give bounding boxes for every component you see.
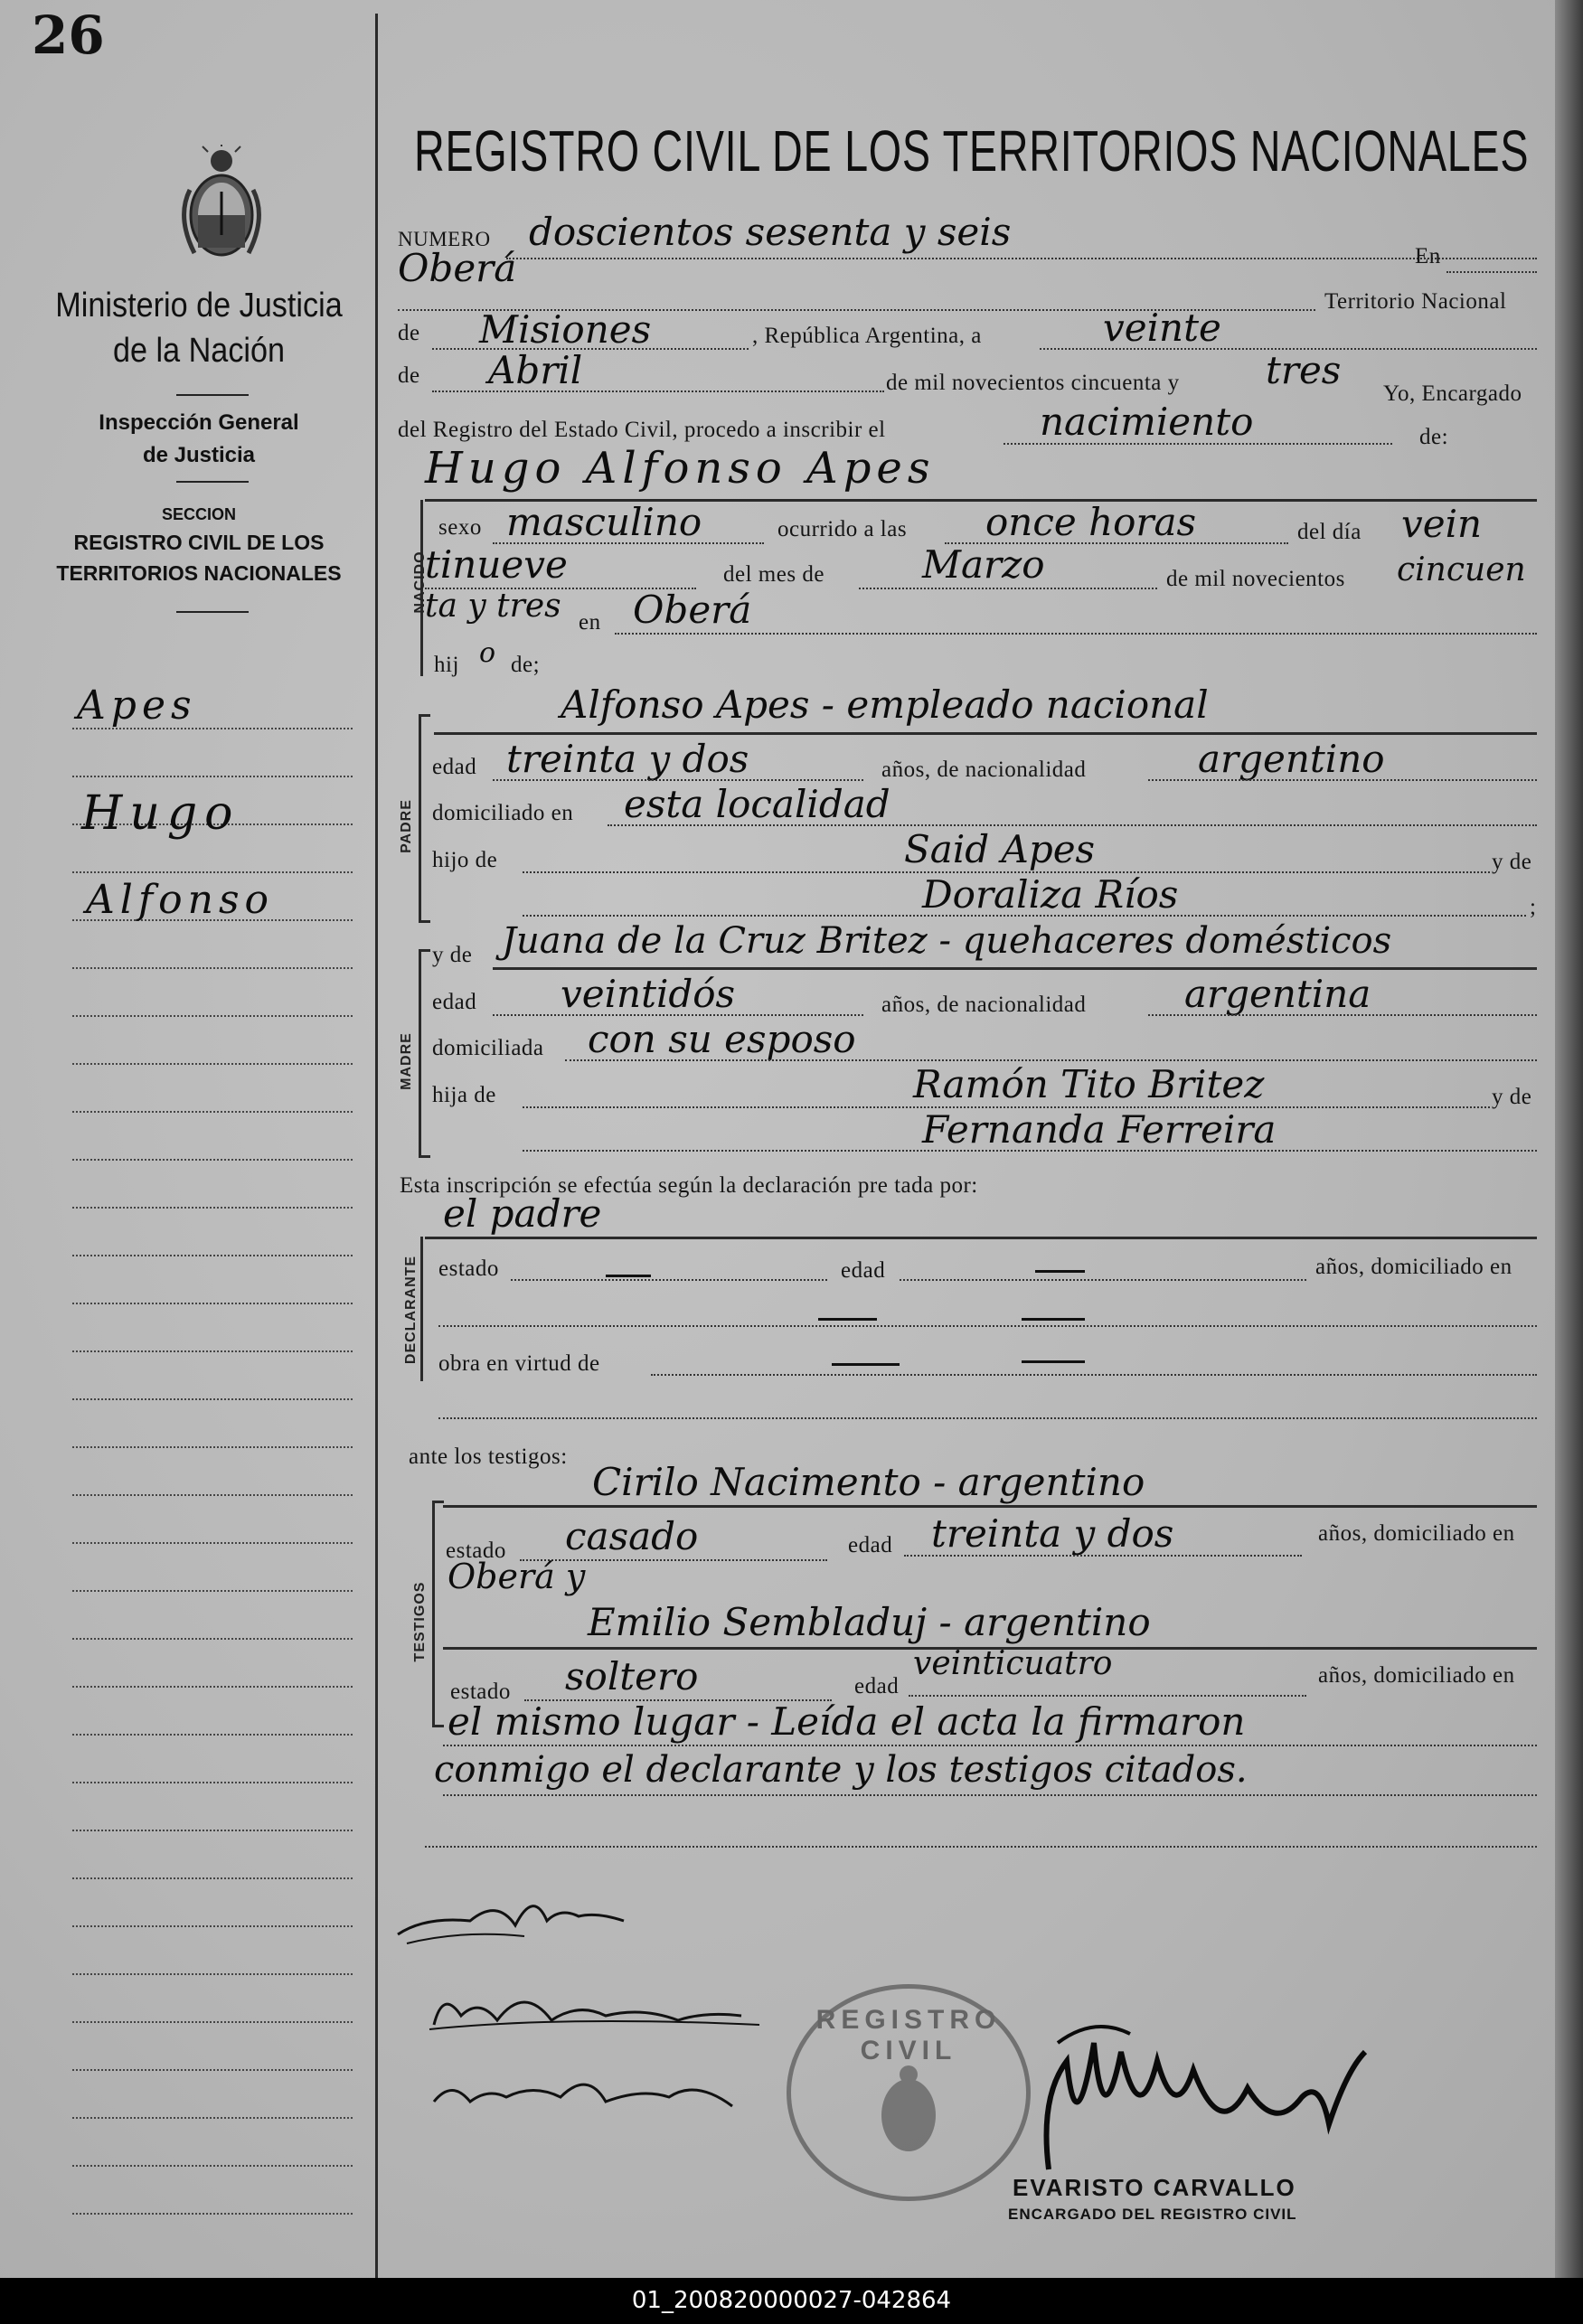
signature-declarante xyxy=(389,1880,642,1962)
numero-label: NUMERO xyxy=(398,228,491,250)
en-line xyxy=(1446,271,1537,273)
nacido-mes-value: Marzo xyxy=(922,542,1045,587)
margin-rule xyxy=(72,967,353,969)
madre-nombre-value: Juana de la Cruz Britez - quehaceres domésticos xyxy=(502,920,1392,962)
numero-value: doscientos sesenta y seis xyxy=(529,210,1012,254)
madre-yde-label: y de xyxy=(432,943,473,967)
testigo1-nombre-line xyxy=(443,1505,1537,1508)
numero-line xyxy=(506,258,1537,259)
margin-note-surname: Apes xyxy=(77,682,197,729)
margin-rule xyxy=(72,1303,353,1304)
book-edge xyxy=(1555,0,1583,2278)
margin-rule xyxy=(72,2069,353,2071)
signature-testigo2 xyxy=(425,2052,768,2133)
de-label: de xyxy=(398,321,420,345)
madre-domicilio-label: domiciliada xyxy=(432,1036,544,1060)
margin-rule xyxy=(72,1925,353,1927)
padre-bracket xyxy=(419,714,430,923)
declarante-obra-label: obra en virtud de xyxy=(438,1351,600,1376)
madre-domicilio-value: con su esposo xyxy=(588,1017,856,1061)
lugar-value: Oberá xyxy=(398,246,517,290)
madre-anos-label: años, de nacionalidad xyxy=(881,993,1087,1017)
declarante-nombre-line xyxy=(425,1237,1537,1239)
declarante-edad-dash xyxy=(1035,1270,1085,1273)
padre-nacionalidad-value: argentino xyxy=(1198,737,1385,781)
testigo2-edad-value: veinticuatro xyxy=(913,1645,1113,1682)
column-divider xyxy=(375,14,378,2278)
margin-rule xyxy=(72,1542,353,1544)
de2-label: de xyxy=(398,363,420,388)
acto-value: nacimiento xyxy=(1040,400,1254,444)
cierre-line1-rule xyxy=(443,1745,1537,1746)
nombre-value: Hugo Alfonso Apes xyxy=(425,443,936,494)
madre-edad-value: veintidós xyxy=(561,972,736,1016)
mil-label: de mil novecientos cincuenta y xyxy=(886,371,1180,395)
nacido-en-label: en xyxy=(579,610,601,635)
testigo1-edad-label: edad xyxy=(848,1533,893,1557)
madre-nombre-line xyxy=(493,967,1537,970)
declarante-estado-line xyxy=(511,1279,827,1281)
margin-rule xyxy=(72,776,353,777)
margin-rule xyxy=(72,1734,353,1736)
padre-domicilio-value: esta localidad xyxy=(624,782,890,826)
inspeccion-title xyxy=(27,407,371,472)
sexo-value: masculino xyxy=(506,500,702,544)
page-number: 26 xyxy=(32,5,105,66)
testigo1-edad-line xyxy=(904,1555,1302,1557)
provincia-line xyxy=(432,348,749,350)
stamp-emblem-icon xyxy=(872,2061,945,2160)
margin-rule xyxy=(72,1446,353,1448)
nacido-lugar-value: Oberá xyxy=(633,588,752,632)
registro-label: del Registro del Estado Civil, procedo a inscribir el xyxy=(398,418,886,442)
padre-edad-label: edad xyxy=(432,755,477,779)
margin-rule xyxy=(72,1973,353,1975)
testigo2-anos-label: años, domiciliado en xyxy=(1318,1663,1515,1688)
margin-rule xyxy=(72,1638,353,1640)
nacido-dia-value-a: vein xyxy=(1401,502,1483,546)
ministry-line1: Ministerio de Justicia xyxy=(55,287,343,325)
nacido-lugar-line xyxy=(615,633,1537,635)
padre-nacionalidad-line xyxy=(1148,779,1537,781)
margin-rule xyxy=(72,1494,353,1496)
padre-edad-value: treinta y dos xyxy=(506,737,749,781)
republica-label: , República Argentina, a xyxy=(752,324,982,348)
madre-domicilio-line xyxy=(565,1059,1537,1061)
padre-nombre-value: Alfonso Apes - empleado nacional xyxy=(561,682,1209,727)
officer-name: EVARISTO CARVALLO xyxy=(1013,2174,1296,2201)
en-label: En xyxy=(1415,244,1441,268)
margin-rule xyxy=(72,1782,353,1783)
madre-madre-value: Fernanda Ferreira xyxy=(922,1107,1277,1152)
testigo1-nombre-value: Cirilo Nacimento - argentino xyxy=(592,1460,1145,1504)
sidebar-rule-3 xyxy=(176,611,249,613)
delmes-label: del mes de xyxy=(723,562,824,587)
margin-rule xyxy=(72,1830,353,1831)
stamp-text: REGISTRO CIVIL xyxy=(815,2005,1002,2065)
testigos-label-side: TESTIGOS xyxy=(412,1581,428,1662)
testigo1-domicilio-value: Oberá y xyxy=(448,1557,586,1596)
madre-label: MADRE xyxy=(399,1032,414,1090)
declarante-domicilio-dash1 xyxy=(818,1318,877,1321)
margin-rule xyxy=(72,1350,353,1352)
padre-anos-label: años, de nacionalidad xyxy=(881,757,1087,782)
cierre-line1: el mismo lugar - Leída el acta la firmaron xyxy=(448,1699,1246,1744)
padre-edad-line xyxy=(493,779,863,781)
testigos-label: ante los testigos: xyxy=(409,1444,568,1469)
padre-madre-line xyxy=(523,915,1526,917)
margin-note-firstname: Hugo xyxy=(81,786,240,841)
declarante-edad-label: edad xyxy=(841,1258,886,1283)
declarante-obra-line xyxy=(651,1374,1537,1376)
padre-madre-value: Doraliza Ríos xyxy=(922,872,1179,917)
acto-line xyxy=(1004,443,1392,445)
madre-edad-line xyxy=(493,1014,863,1016)
nacido-label: NACIDO xyxy=(412,550,428,614)
coat-of-arms-icon xyxy=(172,145,271,267)
padre-yde-label: y de xyxy=(1492,850,1532,874)
nacido-mes-line xyxy=(859,588,1157,589)
margin-rule xyxy=(72,1686,353,1688)
inspeccion-line1: Inspección General xyxy=(99,410,299,435)
form-title: REGISTRO CIVIL DE LOS TERRITORIOS NACIONALES xyxy=(414,118,1530,183)
declarante-edad-line xyxy=(900,1279,1306,1281)
padre-hijode-label: hijo de xyxy=(432,848,498,872)
margin-rule xyxy=(72,1063,353,1065)
madre-edad-label: edad xyxy=(432,990,477,1014)
margin-rule xyxy=(72,1207,353,1209)
signature-officer xyxy=(1022,1989,1401,2188)
madre-bracket xyxy=(419,949,430,1158)
ocurrido-label: ocurrido a las xyxy=(777,517,908,541)
declaracion-label: Esta inscripción se efectúa según la declaración pre tada por: xyxy=(400,1173,978,1198)
officer-title: ENCARGADO DEL REGISTRO CIVIL xyxy=(1008,2206,1297,2223)
madre-yde2-label: y de xyxy=(1492,1085,1532,1109)
ministry-title xyxy=(44,283,353,373)
declarante-domicilio-dash2 xyxy=(1022,1318,1085,1321)
margin-rule xyxy=(72,1255,353,1256)
madre-madre-line xyxy=(523,1150,1537,1152)
margin-rule xyxy=(72,1159,353,1161)
testigo1-anos-label: años, domiciliado en xyxy=(1318,1521,1515,1546)
margin-rule xyxy=(72,2213,353,2215)
anio-value: tres xyxy=(1266,348,1342,392)
nacido-anio-value-b: ta y tres xyxy=(425,588,561,625)
signature-testigo1 xyxy=(425,1971,768,2052)
testigo2-estado-label: estado xyxy=(450,1679,511,1704)
declarante-estado-label: estado xyxy=(438,1256,499,1281)
image-id-footer: 01_200820000027-042864 xyxy=(0,2278,1583,2324)
seccion-label: SECCION xyxy=(161,505,236,523)
deldia-label: del día xyxy=(1297,520,1362,544)
nacido-anio-value-a: cincuen xyxy=(1397,551,1526,588)
nacido-de-label: de; xyxy=(511,653,541,677)
testigo2-estado-value: soltero xyxy=(565,1654,699,1698)
padre-domicilio-line xyxy=(608,824,1537,826)
padre-domicilio-label: domiciliado en xyxy=(432,801,574,825)
testigo2-edad-line xyxy=(909,1695,1306,1697)
sidebar-rule-1 xyxy=(176,394,249,396)
declarante-bracket xyxy=(420,1237,423,1381)
cierre-line2: conmigo el declarante y los testigos citados. xyxy=(434,1749,1248,1791)
provincia-value: Misiones xyxy=(479,307,652,352)
territorio-label: Territorio Nacional xyxy=(1324,289,1507,314)
declarante-label: DECLARANTE xyxy=(403,1255,419,1365)
margin-rule xyxy=(72,1877,353,1879)
mes-value: Abril xyxy=(488,348,583,392)
declarante-extra-line xyxy=(438,1417,1537,1419)
padre-label: PADRE xyxy=(399,799,414,853)
hora-value: once horas xyxy=(985,500,1197,544)
madre-padre-value: Ramón Tito Britez xyxy=(913,1062,1265,1106)
declarante-domicilio-line xyxy=(438,1325,1537,1327)
de3-label: de: xyxy=(1419,425,1449,449)
margin-rule xyxy=(72,2021,353,2023)
dia-value: veinte xyxy=(1103,306,1221,350)
padre-padre-value: Said Apes xyxy=(904,827,1096,871)
testigo1-estado-value: casado xyxy=(565,1514,699,1558)
margin-rule xyxy=(72,1111,353,1113)
cierre-line2-rule xyxy=(443,1794,1537,1796)
declarante-nombre-value: el padre xyxy=(443,1191,602,1236)
hijo-label: hij xyxy=(434,653,459,677)
sidebar-rule-2 xyxy=(176,481,249,483)
testigo2-edad-label: edad xyxy=(854,1674,900,1698)
sexo-label: sexo xyxy=(438,515,482,540)
margin-rule xyxy=(72,871,353,873)
margin-rule xyxy=(72,1398,353,1400)
testigo1-edad-value: treinta y dos xyxy=(931,1511,1174,1556)
registro-stamp xyxy=(787,1984,1031,2201)
hijo-value: o xyxy=(479,637,496,669)
madre-nacionalidad-line xyxy=(1148,1014,1537,1016)
registro-line2: TERRITORIOS NACIONALES xyxy=(56,561,342,585)
seccion-title xyxy=(27,502,371,588)
margin-rule xyxy=(72,1015,353,1017)
registro-line1: REGISTRO CIVIL DE LOS xyxy=(73,531,325,554)
declarante-obra-dash2 xyxy=(1022,1360,1085,1363)
testigo2-nombre-value: Emilio Sembladuj - argentino xyxy=(588,1600,1151,1644)
declarante-anos-label: años, domiciliado en xyxy=(1315,1255,1512,1279)
testigos-bracket xyxy=(432,1501,444,1727)
padre-semicolon: ; xyxy=(1530,895,1537,919)
margin-rule xyxy=(72,2117,353,2119)
testigo1-estado-label: estado xyxy=(446,1538,506,1563)
nacido-mil-label: de mil novecientos xyxy=(1166,567,1345,591)
extra-line-1 xyxy=(425,1846,1537,1848)
yo-label: Yo, Encargado xyxy=(1383,381,1522,406)
madre-nacionalidad-value: argentina xyxy=(1184,972,1371,1016)
nacido-dia-value-b: tinueve xyxy=(425,542,568,587)
margin-note-middlename: Alfonso xyxy=(86,877,275,923)
margin-rule xyxy=(72,2165,353,2167)
mes-line xyxy=(432,390,884,392)
declarante-estado-dash xyxy=(606,1275,651,1277)
margin-rule xyxy=(72,1590,353,1592)
padre-nombre-line xyxy=(434,732,1537,735)
inspeccion-line2: de Justicia xyxy=(142,443,256,467)
ministry-line2: de la Nación xyxy=(112,332,286,370)
madre-hijade-label: hija de xyxy=(432,1083,496,1107)
declarante-obra-dash1 xyxy=(832,1363,900,1366)
